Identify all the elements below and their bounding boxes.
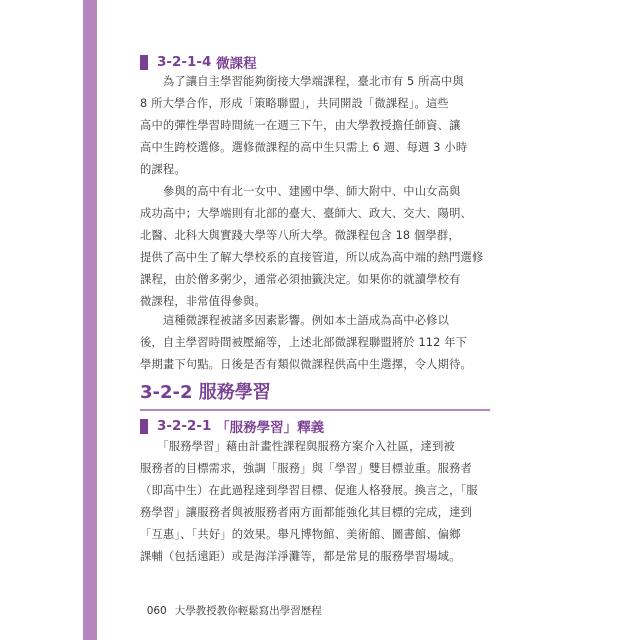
section-number: 3-2-1-4 xyxy=(157,54,212,70)
section-heading-3-2-2 xyxy=(140,382,490,411)
heading-underline xyxy=(140,409,490,411)
text-line: 後，自主學習時間被壓縮等，上述北部微課程聯盟將於 112 年下 xyxy=(140,335,468,349)
text-line: 「互惠」、「共好」的效果。舉凡博物館、美術館、圖書館、偏鄉 xyxy=(140,527,461,541)
text-line: 成功高中；大學端則有北部的臺大、臺師大、政大、交大、陽明、 xyxy=(140,206,472,220)
text-line: 這種微課程被諸多因素影響。例如本土語成為高中必修以 xyxy=(140,314,450,327)
text-line: 服務者的目標需求，強調「服務」與「學習」雙目標並重。服務者 xyxy=(140,461,472,475)
section-number: 3-2-2 xyxy=(140,382,193,403)
text-line: 學期畫下句點。日後是否有類似微課程供高中生選擇，令人期待。 xyxy=(140,357,472,371)
text-line: 務學習」讓服務者與被服務者兩方面都能強化其目標的完成，達到 xyxy=(140,505,472,519)
heading-marker xyxy=(140,419,148,434)
side-color-band xyxy=(83,0,97,640)
paragraph xyxy=(140,436,500,567)
paragraph xyxy=(140,181,500,312)
running-title: 大學教授教你輕鬆寫出學習歷程 xyxy=(174,605,322,617)
text-line: （即高中生）在此過程達到學習目標、促進人格發展。換言之，「服 xyxy=(140,483,478,497)
section-title: 「服務學習」釋義 xyxy=(216,420,325,436)
section-heading-3-2-1-4 xyxy=(140,52,257,72)
text-line: 課程，由於僧多粥少，通常必須抽籤決定。如果你的就讀學校有 xyxy=(140,272,461,286)
text-line: 微課程，非常值得參與。 xyxy=(140,294,266,308)
page-number: 060 xyxy=(146,605,167,617)
section-title: 服務學習 xyxy=(198,382,271,403)
text-line: 課輔（包括遠距）或是海洋淨灘等，都是常見的服務學習場域。 xyxy=(140,549,461,563)
text-line: 高中的彈性學習時間統一在週三下午，由大學教授擔任師資、讓 xyxy=(140,118,461,132)
section-heading-3-2-2-1 xyxy=(140,416,324,436)
page-body xyxy=(140,0,490,640)
text-line: 為了讓自主學習能夠銜接大學端課程，臺北市有 5 所高中與 xyxy=(140,75,464,88)
paragraph xyxy=(140,71,500,181)
section-heading-text xyxy=(140,382,490,404)
section-number: 3-2-2-1 xyxy=(157,418,212,434)
text-line: 「服務學習」藉由計畫性課程與服務方案介入社區，達到被 xyxy=(140,440,455,453)
text-line: 高中生跨校選修。選修微課程的高中生只需上 6 週、每週 3 小時 xyxy=(140,140,468,154)
text-line: 提供了高中生了解大學校系的直接管道，所以成為高中端的熱門選修 xyxy=(140,250,484,264)
page-footer xyxy=(140,591,322,618)
heading-marker xyxy=(140,55,148,70)
text-line: 的課程。 xyxy=(140,162,186,176)
text-line: 參與的高中有北一女中、建國中學、師大附中、中山女高與 xyxy=(140,185,461,198)
text-line: 8 所大學合作，形成「策略聯盟」，共同開設「微課程」。這些 xyxy=(140,96,449,110)
section-title: 微課程 xyxy=(216,56,257,72)
paragraph xyxy=(140,310,500,376)
text-line: 北醫、北科大與實踐大學等八所大學。微課程包含 18 個學群， xyxy=(140,228,460,242)
